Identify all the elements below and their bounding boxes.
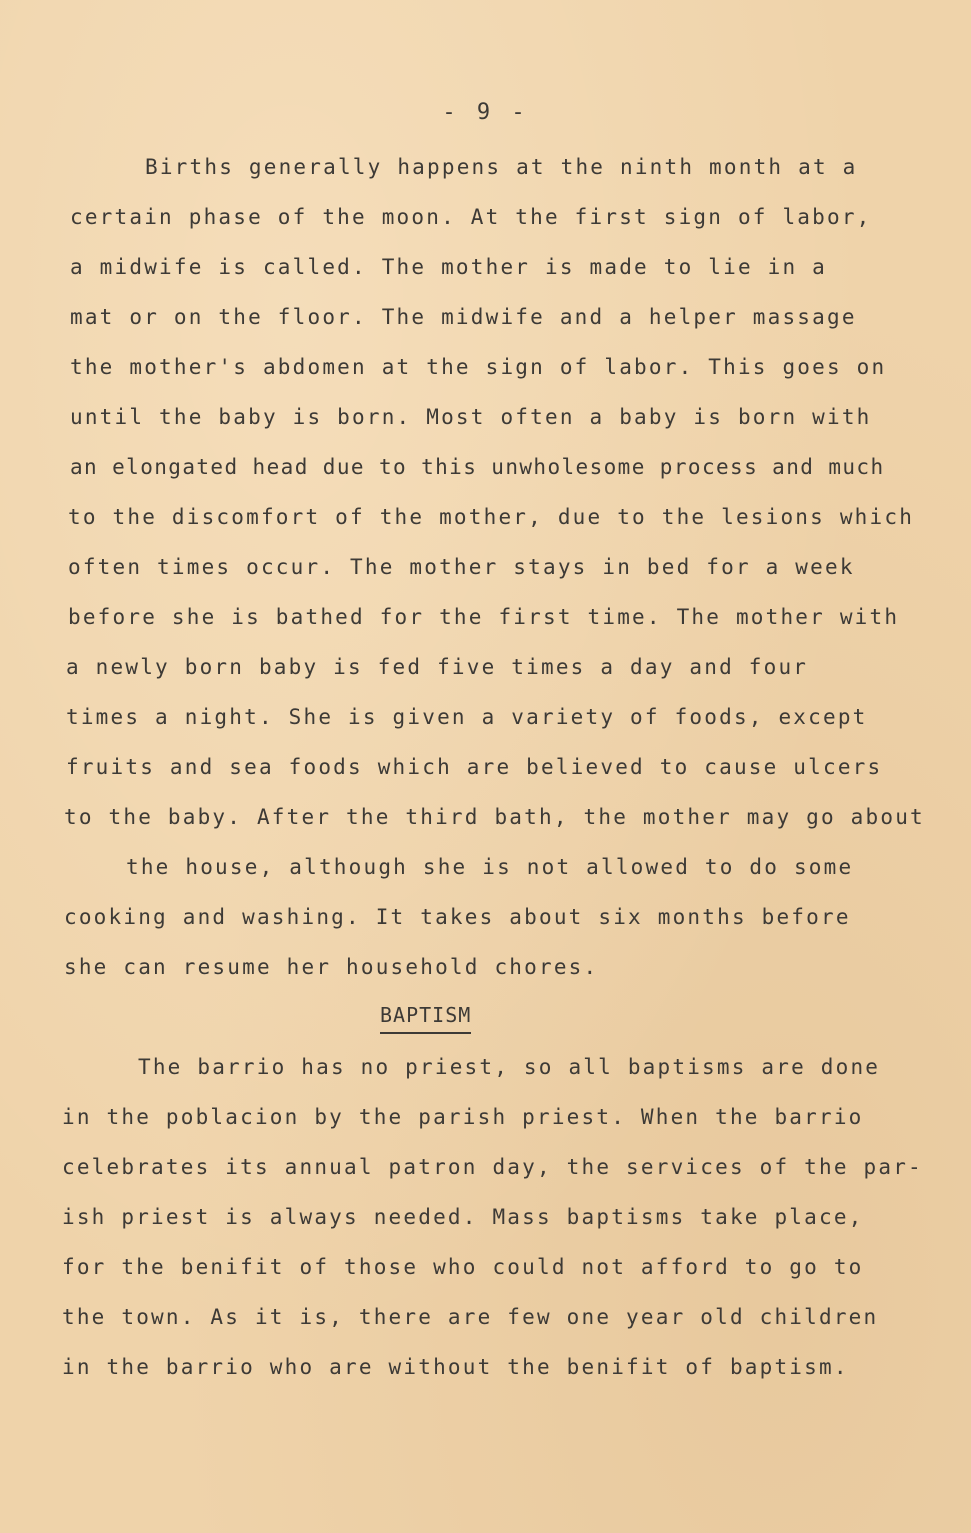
text-line: for the benifit of those who could not afford to go to (62, 1255, 864, 1279)
text-line: before she is bathed for the first time. The mother with (68, 605, 900, 629)
text-line: to the discomfort of the mother, due to the lesions which (68, 505, 915, 529)
page-number: - 9 - (442, 100, 529, 125)
text-line: in the barrio who are without the benifit of baptism. (62, 1355, 849, 1379)
text-line: the mother's abdomen at the sign of labor. This goes on (70, 355, 887, 379)
text-line: the house, although she is not allowed to do some (126, 855, 854, 879)
text-line: cooking and washing. It takes about six months before (64, 905, 851, 929)
section-heading-baptism: BAPTISM (380, 1000, 471, 1034)
text-line: until the baby is born. Most often a baby is born with (70, 405, 872, 429)
text-line: a newly born baby is fed five times a day and four (66, 655, 809, 679)
text-line: certain phase of the moon. At the first sign of labor, (70, 205, 872, 229)
text-line: often times occur. The mother stays in bed for a week (68, 555, 855, 579)
text-line: to the baby. After the third bath, the mother may go about (64, 805, 925, 829)
text-line: the town. As it is, there are few one year old children (62, 1305, 879, 1329)
text-line: an elongated head due to this unwholesome process and much (70, 455, 885, 479)
text-line: she can resume her household chores. (64, 955, 599, 979)
text-line: times a night. She is given a variety of foods, except (66, 705, 868, 729)
text-line: celebrates its annual patron day, the services of the par- (62, 1155, 923, 1179)
text-line: in the poblacion by the parish priest. When the barrio (62, 1105, 864, 1129)
text-line: ish priest is always needed. Mass baptisms take place, (62, 1205, 864, 1229)
text-line: The barrio has no priest, so all baptisms are done (138, 1055, 881, 1079)
text-line: fruits and sea foods which are believed to cause ulcers (66, 755, 883, 779)
text-line: Births generally happens at the ninth month at a (145, 155, 858, 179)
text-line: a midwife is called. The mother is made to lie in a (70, 255, 827, 279)
text-line: mat or on the floor. The midwife and a helper massage (70, 305, 857, 329)
